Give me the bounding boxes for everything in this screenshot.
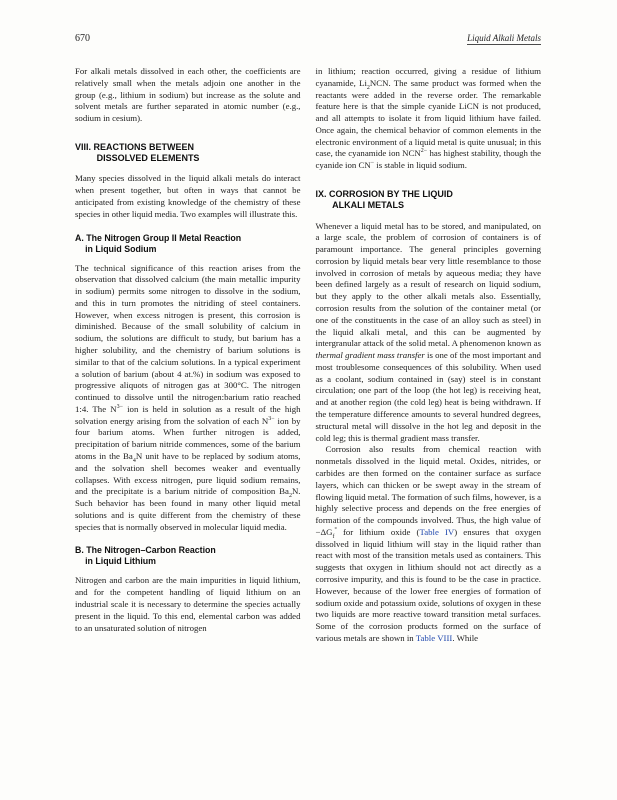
subscript: 4 (132, 457, 136, 464)
page-number: 670 (75, 33, 90, 44)
superscript: ° (334, 526, 337, 533)
table-viii-link[interactable]: Table VIII (415, 632, 453, 643)
heading-line: in Liquid Sodium (85, 243, 157, 254)
paragraph: Nitrogen and carbon are the main impurities in liquid lithium, and for the competent handling of liquid lithium on an industrial scale it is necessary to determine the species actually present in the liquid. To this end, elemental carbon was added to an unsaturated solution of nitrogen (75, 575, 301, 633)
heading-line: IX. CORROSION BY THE LIQUID (315, 189, 453, 200)
superscript: − (370, 160, 375, 167)
heading-line: A. The Nitrogen Group II Metal Reaction (75, 232, 242, 243)
subscript: 2 (288, 493, 292, 500)
paragraph: For alkali metals dissolved in each other, the coefficients are relatively small when the metals adjoin one another in the group (e.g., lithium in sodium) but increase as the solute and solvent metals are further separated in atomic number (e.g., sodium in cesium). (75, 66, 301, 124)
section-viii-heading (75, 142, 301, 165)
running-title: Liquid Alkali Metals (467, 33, 541, 43)
superscript: 3− (116, 403, 123, 410)
two-column-text (75, 66, 541, 645)
paragraph: in lithium; reaction occurred, giving a residue of lithium cyanamide, $Li_2NCN$. The same product was formed when the reactants were added in the reverse order. The remarkable feature here is that the simple cyanide LiCN is not produced, and all attempts to isolate it from liquid lithium have failed. Once again, the chemical behavior of common elements in the electronic environment of a liquid metal is quite unusual; in this case, the cyanamide ion $NCN^{2-}$ has highest stability, though the cyanide ion CN− is stable in liquid sodium. (315, 66, 541, 171)
paragraph: The technical significance of this reaction arises from the observation that dissolved calcium (the main metallic impurity in sodium) permits some nitrogen to dissolve in the sodium, and this in turn promotes the nitriding of steel containers. However, when excess nitrogen is present, this corrosion is diminished. Because of the small solubility of calcium in sodium, the solutions are difficult to study, but barium has a higher solubility, and the chemistry of barium solutions is similar to that of the calcium solutions. In a typical experiment a solution of barium (about 4 at.%) in sodium was exposed to progressive aliquots of nitrogen gas at 300°C. The nitrogen continued to dissolve until the nitrogen:barium ratio reached 1:4. The $N^{3-}$ ion is held in solution as a result of the high solvation energy arising from the solvation of each $N^{3-}$ ion by four barium atoms. When further nitrogen is added, precipitation of barium nitride commences, some of the barium atoms in the $Ba_4N$ unit have to be replaced by sodium atoms, and the solvation shell becomes weaker and eventually collapses. With excess nitrogen, pure liquid sodium remains, and the precipitate is a barium nitride of composition $Ba_2N$. Such behavior has been found in many other liquid metal solutions and is quite different from the chemistry of these species that is normally observed in molecular liquid media. (75, 262, 301, 532)
italic-term: thermal gradient mass transfer (315, 350, 425, 361)
superscript: 2− (420, 148, 428, 155)
right-column (316, 66, 542, 645)
superscript: 3− (268, 415, 275, 422)
heading-line: in Liquid Lithium (85, 556, 156, 567)
heading-line: ALKALI METALS (332, 200, 404, 211)
subsection-b-heading (75, 545, 301, 567)
running-head (75, 33, 541, 45)
subsection-a-heading (75, 233, 301, 255)
left-column (75, 66, 301, 645)
heading-line: VIII. REACTIONS BETWEEN (75, 141, 195, 152)
subscript: f (332, 533, 335, 540)
table-iv-link[interactable]: Table IV (419, 526, 455, 537)
paragraph: Corrosion also results from chemical reaction with nonmetals dissolved in the liquid metal. Oxides, nitrides, or carbides are then formed on the container surface as surface layers, which can thicken or be swept away in the stream of flowing liquid metal. The formation of such films, however, is a highly selective process and depends on the free energies of formation of the compounds involved. Thus, the high value of $-\Delta G_f^\circ$ for lithium oxide (Table IV) ensures that oxygen dissolved in liquid lithium will stay in the liquid rather than react with most of the transition metals used as containers. This suggests that oxygen in lithium should not act directly as a corrosive impurity, and this is found to be the case in practice. However, because of the lower free energies of formation of sodium oxide and potassium oxide, solutions of oxygen in these two liquids are more reactive toward transition metal surfaces. Some of the corrosion products formed on the surface of various metals are shown in Table VIII. While (315, 444, 541, 643)
heading-line: B. The Nitrogen–Carbon Reaction (75, 545, 216, 556)
paragraph: Many species dissolved in the liquid alkali metals do interact when present together, but often in ways that cannot be anticipated from existing knowledge of the chemistry of these species in other liquid media. Two examples will illustrate this. (75, 173, 301, 219)
subscript: 2 (366, 84, 370, 91)
paragraph: Whenever a liquid metal has to be stored, and manipulated, on a large scale, the problem of corrosion of containers is of paramount importance. The general principles governing corrosion by liquid metals bear very little resemblance to those involved in corrosion of metals by aqueous media; they have been defined largely as a result of research on liquid sodium, but they apply to the other alkali metals also. Essentially, corrosion results from the solution of the container metal (or one of the constituents in the case of an alloy such as steel) in the liquid alkali metal, and this can be augmented by intergranular attack of the solid metal. A phenomenon known as thermal gradient mass transfer is one of the most important and most troublesome consequences of this solubility. When used as a coolant, sodium contained in (say) steel is in constant circulation; one part of the loop (the hot leg) is receiving heat, and at another region (the cold leg) heat is being withdrawn. If the temperature difference amounts to several hundred degrees, structural metal will dissolve in the hot leg and deposit in the cold leg; this is thermal gradient mass transfer. (315, 220, 541, 443)
section-ix-heading (316, 189, 542, 212)
heading-line: DISSOLVED ELEMENTS (96, 153, 200, 164)
